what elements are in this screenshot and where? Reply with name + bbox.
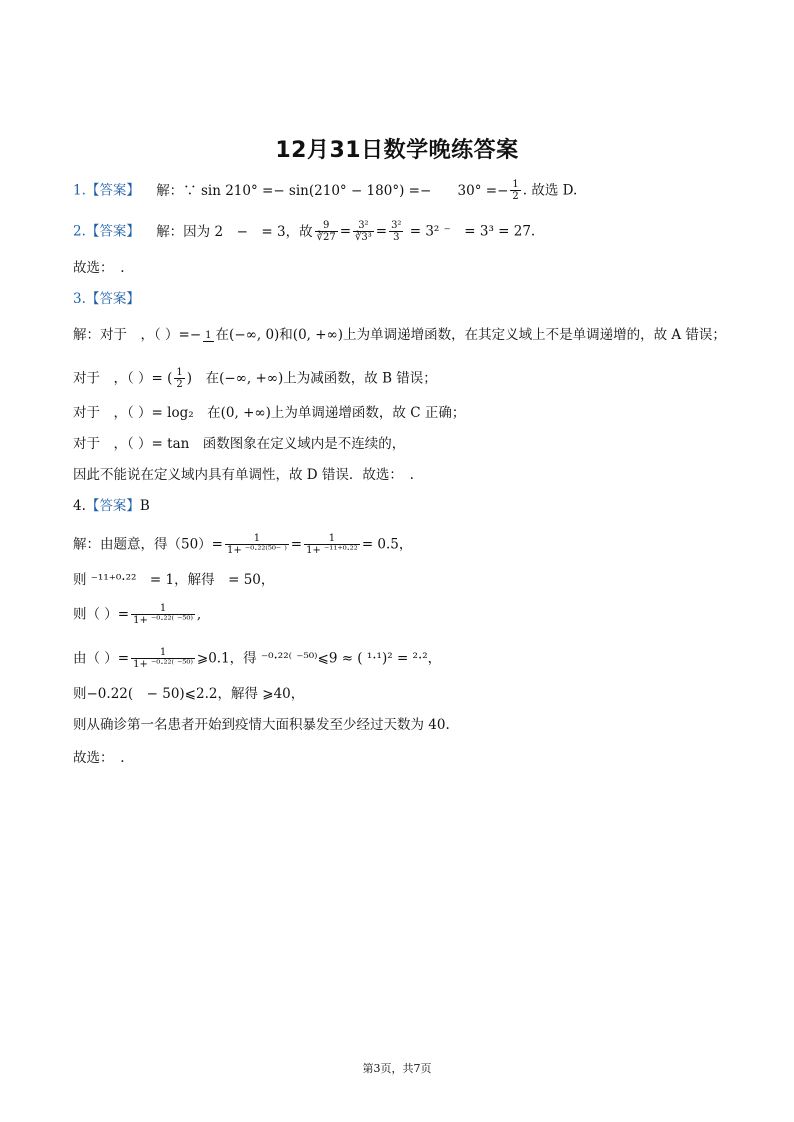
q4-l4a: 由（ ）=: [73, 650, 130, 667]
q2-eq2: =: [375, 223, 388, 240]
q4-l3a: 则（ ）=: [73, 606, 130, 623]
q2-f1-den: ∛27: [316, 232, 336, 243]
q4-line-5: 则−0.22( − 50)⩽2.2，解得 ⩾40，: [73, 686, 305, 702]
q4-line-6: 则从确诊第一名患者开始到疫情大面积暴发至少经过天数为 40.: [73, 717, 450, 733]
q3-header: [73, 289, 140, 309]
q4-l3f-den: 1+ ⁻⁰·²²⁽ ⁻⁵⁰⁾: [133, 615, 193, 626]
q4-l3f-num: 1: [131, 603, 195, 615]
q3-l2a: 对于 ，（ ）= (: [73, 370, 173, 387]
q2-f1-num: 9: [315, 220, 338, 232]
q4-l4b: ⩾0.1，得 ⁻⁰·²²⁽ ⁻⁵⁰⁾⩽9 ≈ ( ¹·¹)² = ²·²，: [196, 650, 442, 667]
q1-text-b: 30° =−: [457, 182, 509, 199]
q4-answer-tag: 【答案】: [85, 498, 140, 514]
q3-answer-tag: 【答案】: [85, 291, 140, 307]
q2-f2-den: ∛3³: [355, 232, 372, 243]
q4-l3b: ,: [196, 606, 202, 623]
q4-l1b: = 0.5，: [361, 536, 413, 553]
q4-l4-fraction: [131, 647, 195, 671]
q3-line-3: 对于 ，（ ）= log₂ 在(0, +∞)上为单调递增函数，故 C 正确；: [73, 405, 466, 421]
q4-line-4: [73, 647, 441, 671]
q1-fraction: [510, 179, 520, 203]
q3-l2f-num: 1: [176, 367, 183, 378]
q2-f3-den: 3: [393, 232, 400, 243]
q2-eq1: =: [339, 223, 351, 240]
q3-line-5: 因此不能说在定义域内具有单调性，故 D 错误．故选： .: [73, 467, 414, 483]
q4-line-2: 则 ⁻¹¹⁺⁰·²² = 1，解得 = 50，: [73, 572, 275, 588]
q1-text-c: . 故选 D.: [522, 182, 578, 199]
q4-line-3: [73, 603, 201, 627]
q4-header: [73, 496, 150, 516]
q4-l1a: 解：由题意，得（50）=: [73, 536, 223, 553]
q4-l1f2-num: 1: [304, 533, 360, 545]
page-title: 12月31日数学晚练答案: [275, 138, 519, 163]
page-footer: 第3页，共7页: [362, 1062, 432, 1075]
q4-l1-fraction-1: [225, 533, 289, 557]
q4-l1-fraction-2: [304, 533, 360, 557]
q3-l1a: 解：对于 ，（ ）=−: [73, 327, 202, 343]
q2-f3-num: 3²: [391, 220, 402, 231]
q3-number: 3.: [73, 291, 86, 307]
q3-l2-fraction: [174, 367, 184, 391]
q4-l1f1-num: 1: [225, 533, 289, 545]
q4-line-1: [73, 533, 412, 557]
q3-l1f-num: 1: [205, 329, 212, 341]
q4-line-7: 故选： .: [73, 750, 125, 766]
q2-line: [73, 220, 535, 244]
q1-number: 1.: [73, 182, 86, 199]
q4-l4f-num: 1: [131, 647, 195, 659]
q3-line-2: [73, 367, 437, 391]
q2-answer-tag: 【答案】: [85, 223, 140, 240]
q4-l3-fraction: [131, 603, 195, 627]
q2-f2-num: 3²: [353, 220, 374, 232]
q1-line: [73, 179, 577, 203]
q3-l2f-den: 2: [176, 379, 183, 390]
q1-frac-den: 2: [512, 191, 519, 202]
q1-frac-num: 1: [512, 179, 519, 190]
q2-text-b: = 3² ⁻ = 3³ = 27.: [409, 223, 536, 240]
q2-fraction-2: [353, 220, 374, 244]
q3-line-1: [73, 325, 726, 345]
q1-answer-tag: 【答案】: [85, 182, 140, 199]
q1-text-a: 解：∵ sin 210° =− sin(210° − 180°) =−: [156, 182, 432, 199]
q2-number: 2.: [73, 223, 86, 240]
q2-fraction-3: [389, 220, 403, 244]
q3-l1b: 在(−∞, 0)和(0, +∞)上为单调递增函数，在其定义域上不是单调递增的，故 A 错误；: [215, 327, 726, 343]
q4-number: 4.: [73, 498, 86, 514]
q3-l2b: ) 在(−∞, +∞)上为减函数，故 B 错误；: [186, 370, 437, 387]
q4-l1f1-den: 1+ ⁻⁰·²²⁽⁵⁰⁻ ⁾: [227, 545, 287, 556]
q3-line-4: 对于 ，（ ）= tan 函数图象在定义域内是不连续的，: [73, 436, 406, 452]
q3-l1-fraction: [203, 330, 213, 342]
q2-text-a: 解：因为 2 − = 3，故: [156, 223, 313, 240]
q2-fraction-1: [315, 220, 338, 244]
q4-l1f2-den: 1+ ⁻¹¹⁺⁰·²²: [306, 545, 358, 556]
q2-choose: 故选： .: [73, 260, 125, 276]
q4-l4f-den: 1+ ⁻⁰·²²⁽ ⁻⁵⁰⁾: [133, 659, 193, 670]
q4-l1eq: =: [290, 536, 303, 553]
q4-answer-letter: B: [139, 498, 150, 514]
